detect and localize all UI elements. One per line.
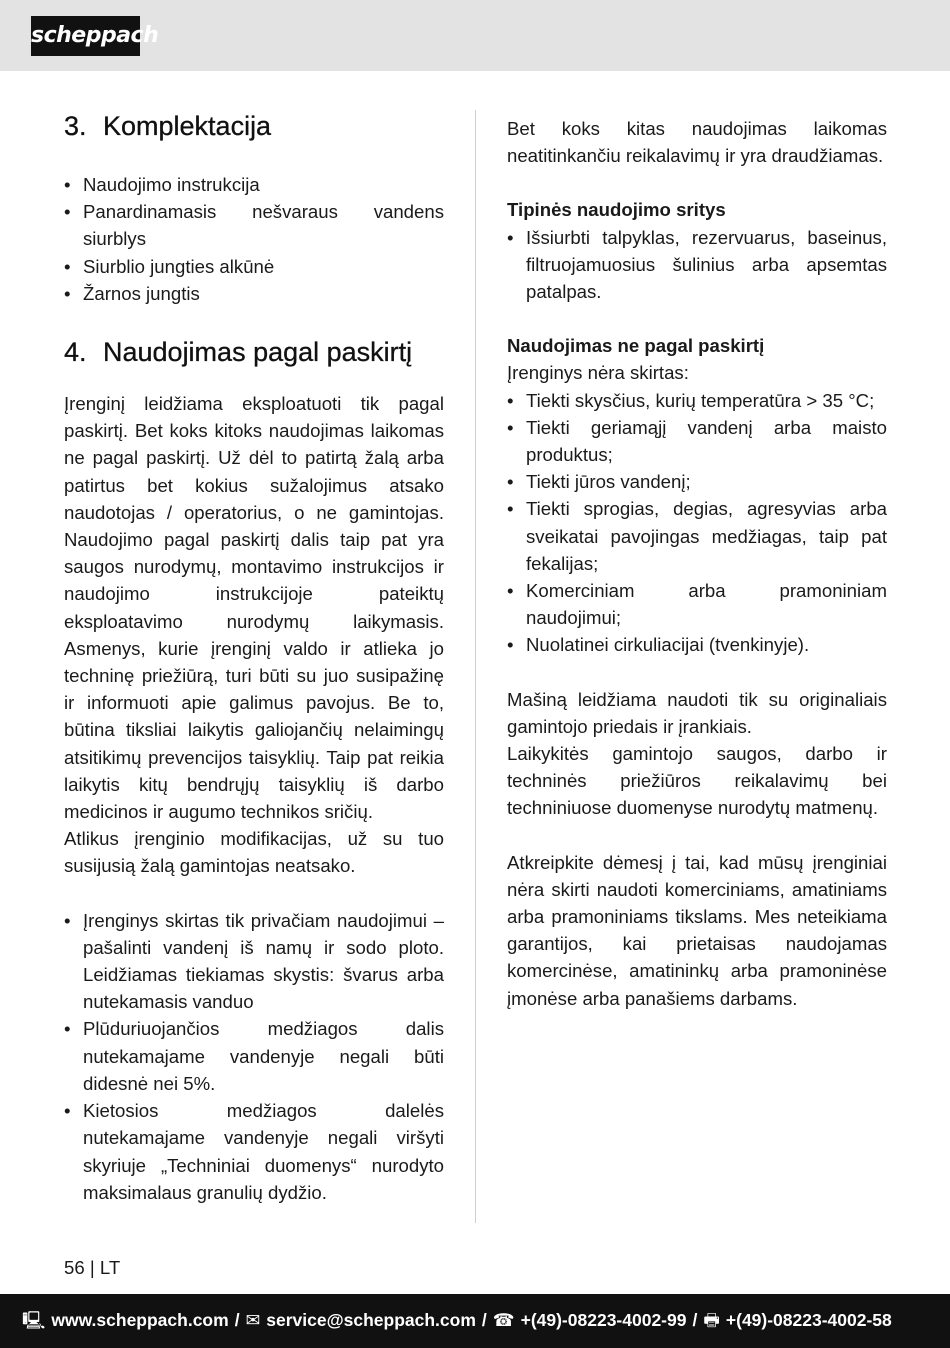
section-4-title: Naudojimas pagal paskirtį — [103, 337, 413, 368]
column-divider — [475, 110, 476, 1223]
section-3-number: 3. — [64, 111, 87, 141]
list-item: • Tiekti sprogias, degias, agresyvias arba sveikatai pavojingas medžiagas, taip pat fekalijas; — [507, 495, 887, 577]
email-link[interactable]: service@scheppach.com — [266, 1310, 476, 1330]
brand-logo: scheppach — [31, 16, 140, 56]
improper-use-list — [507, 387, 887, 659]
typical-use-list — [507, 224, 887, 306]
section-4-heading — [64, 334, 444, 370]
list-item: • Plūduriuojančios medžiagos dalis nutekamajame vandenyje negali būti didesnė nei 5%. — [64, 1015, 444, 1097]
fax-number: +(49)-08223-4002-58 — [725, 1310, 892, 1330]
typical-use-heading: Tipinės naudojimo sritys — [507, 199, 726, 221]
improper-use-intro: Bet koks kitas naudojimas laikomas neatitinkančiu reikalavimų ir yra draudžiamas. — [507, 118, 887, 167]
list-item: • Panardinamasis nešvaraus vandens siurblys — [64, 198, 444, 252]
commercial-use-paragraph: Atkreipkite dėmesį į tai, kad mūsų įrenginiai nėra skirti naudoti komerciniams, amatiniams arba pramoniniams tikslams. Mes neteikiama garantijos, kai prietaisas naudojamas komercinėse, amatininkų arba pramoninėse įmonėse arba panašiems darbams. — [507, 851, 887, 1009]
list-item: • Komerciniam arba pramoniniam naudojimui; — [507, 577, 887, 631]
list-item: • Žarnos jungtis — [64, 280, 444, 307]
website-link[interactable]: www.scheppach.com — [51, 1310, 229, 1330]
separator: / — [481, 1310, 487, 1330]
computer-icon: 🖳 — [22, 1310, 46, 1330]
improper-use-heading: Naudojimas ne pagal paskirtį — [507, 335, 765, 357]
email-icon: ✉ — [245, 1310, 261, 1330]
section-4-number: 4. — [64, 337, 87, 368]
phone-icon: ☎ — [492, 1310, 515, 1330]
right-column — [507, 115, 887, 1012]
fax-icon: 🖶 — [703, 1310, 720, 1330]
list-item: • Tiekti skysčius, kurių temperatūra > 35 °C; — [507, 387, 887, 414]
list-item: • Išsiurbti talpyklas, rezervuarus, baseinus, filtruojamuosius šulinius arba apsemtas patalpas. — [507, 224, 887, 306]
list-item: • Įrenginys skirtas tik privačiam naudojimui – pašalinti vandenį iš namų ir sodo ploto. Leidžiamas tiekiamas skystis: švarus arba nutekamasis vanduo — [64, 907, 444, 1016]
phone-number: +(49)-08223-4002-99 — [520, 1310, 687, 1330]
modification-paragraph: Atlikus įrenginio modifikacijas, už su tuo susijusią žalą gamintojas neatsako. — [64, 828, 444, 877]
list-item: • Kietosios medžiagos dalelės nutekamajame vandenyje negali viršyti skyriuje „Techniniai duomenys“ nurodyto maksimalaus granulių dydžio. — [64, 1097, 444, 1206]
language-code: LT — [99, 1257, 121, 1278]
contact-bar — [0, 1294, 950, 1348]
section-3-title: Komplektacija — [103, 111, 272, 141]
page-number-value: 56 — [64, 1257, 85, 1278]
page-header — [0, 0, 950, 71]
section-3-heading — [64, 108, 444, 144]
page-number — [64, 1256, 120, 1280]
separator: / — [692, 1310, 698, 1330]
list-item: • Tiekti jūros vandenį; — [507, 468, 887, 495]
list-item: • Tiekti geriamąjį vandenį arba maisto produktus; — [507, 414, 887, 468]
scope-of-delivery-list — [64, 171, 444, 307]
list-item: • Nuolatinei cirkuliacijai (tvenkinyje). — [507, 631, 887, 658]
page-separator: | — [89, 1257, 100, 1278]
intended-use-paragraph: Įrenginį leidžiama eksploatuoti tik pagal paskirtį. Bet koks kitoks naudojimas laikomas ne pagal paskirtį. Už dėl to patirtą žalą arba patirtus bet kokius sužalojimus atsako naudotojas / operatorius, o ne gamintojas. Naudojimo pagal paskirtį dalis taip pat yra saugos nurodymų, montavimo instrukcijos ir naudojimo instrukcijoje pateiktų eksploatavimo nurodymų laikymasis. Asmenys, kurie įrenginį valdo ir atlieka jo techninę priežiūrą, turi būti su juo susipažinę ir informuoti apie galimus pavojus. Be to, būtina tiksliai laikytis galiojančių nelaimingų atsitikimų prevencijos taisyklių. Taip pat reikia laikytis kitų bendrųjų taisyklių iš darbo medicinos ir augumo technikos sričių. — [64, 393, 444, 823]
improper-use-lead: Įrenginys nėra skirtas: — [507, 362, 689, 384]
separator: / — [234, 1310, 240, 1330]
accessories-paragraph: Mašiną leidžiama naudoti tik su originaliais gamintojo priedais ir įrankiais. — [507, 688, 887, 737]
intended-use-list — [64, 907, 444, 1206]
left-column — [64, 108, 444, 1206]
list-item: • Naudojimo instrukcija — [64, 171, 444, 198]
safety-paragraph: Laikykitės gamintojo saugos, darbo ir techninės priežiūros reikalavimų bei techniniuose duomenyse nurodytų matmenų. — [507, 743, 887, 819]
list-item: • Siurblio jungties alkūnė — [64, 253, 444, 280]
